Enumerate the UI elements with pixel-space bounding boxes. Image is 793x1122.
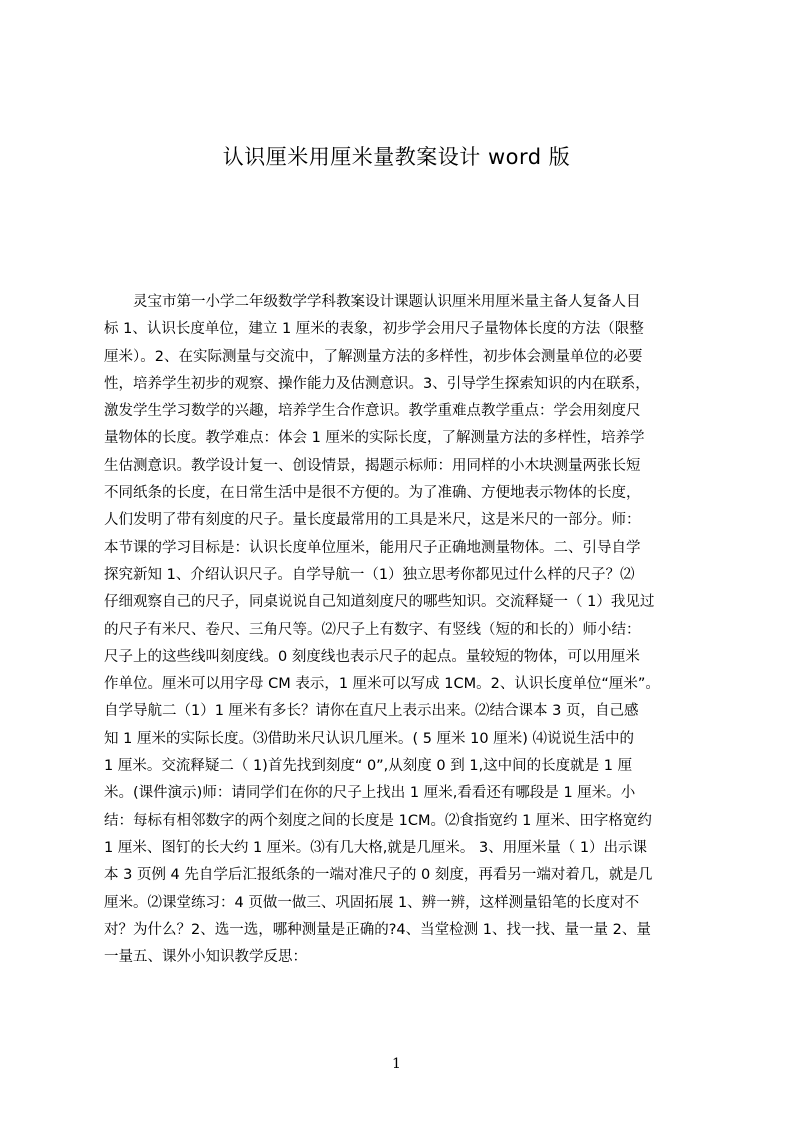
body-text-line: 作单位。厘米可以用字母 CM 表示，1 厘米可以写成 1CM。2、认识长度单位“厘米”。 <box>104 676 660 693</box>
body-text-line: 探究新知 1、介绍认识尺子。自学导航一（1）独立思考你都见过什么样的尺子？⑵ <box>104 566 635 583</box>
body-text-line: 不同纸条的长度，在日常生活中是很不方便的。为了准确、方便地表示物体的长度， <box>104 485 641 502</box>
body-text-line: 灵宝市第一小学二年级数学学科教案设计课题认识厘米用厘米量主备人复备人目 <box>104 294 641 310</box>
body-text-line: 仔细观察自己的尺子，同桌说说自己知道刻度尺的哪些知识。交流释疑一（ 1）我见过 <box>104 594 655 611</box>
body-text-line: 米。(课件演示)师：请同学们在你的尺子上找出 1 厘米,看看还有哪段是 1 厘米。小 <box>104 785 636 802</box>
body-text-line: 对？为什么？2、选一选，哪种测量是正确的?4、当堂检测 1、找一找、量一量 2、量 <box>104 921 651 938</box>
body-text-line: 一量五、课外小知识教学反思： <box>104 949 307 966</box>
document-body <box>104 289 698 971</box>
body-text-line: 本 3 页例 4 先自学后汇报纸条的一端对准尺子的 0 刻度，再看另一端对着几，就是几 <box>104 867 653 884</box>
body-text-line: 激发学生学习数学的兴趣，培养学生合作意识。教学重难点教学重点：学会用刻度尺 <box>104 403 641 420</box>
body-text-line: 结：每标有相邻数字的两个刻度之间的长度是 1CM。⑵食指宽约 1 厘米、田字格宽约 <box>104 812 652 829</box>
body-text-line: 性，培养学生初步的观察、操作能力及估测意识。3、引导学生探索知识的内在联系， <box>104 375 650 392</box>
body-text-line: 1 厘米、图钉的长大约 1 厘米。⑶有几大格,就是几厘米。 3、用厘米量（ 1）出示课 <box>104 839 648 856</box>
body-text-line: 本节课的学习目标是：认识长度单位厘米，能用尺子正确地测量物体。二、引导自学 <box>104 539 641 556</box>
body-text-line: 知 1 厘米的实际长度。⑶借助米尺认识几厘米。( 5 厘米 10 厘米) ⑷说说生活中的 <box>104 730 634 747</box>
body-text-line: 1 厘米。交流释疑二（ 1)首先找到刻度“ 0”,从刻度 0 到 1,这中间的长度就是 1 厘 <box>104 758 633 775</box>
body-text-line: 标 1、认识长度单位，建立 1 厘米的表象，初步学会用尺子量物体长度的方法（限整 <box>104 321 644 338</box>
body-text-line: 生估测意识。教学设计复一、创设情景，揭题示标师：用同样的小木块测量两张长短 <box>104 457 641 474</box>
document-title: 认识厘米用厘米量教案设计 word 版 <box>222 145 571 169</box>
body-text-line: 的尺子有米尺、卷尺、三角尺等。⑵尺子上有数字、有竖线（短的和长的）师小结： <box>104 621 641 638</box>
body-text-line: 量物体的长度。教学难点：体会 1 厘米的实际长度，了解测量方法的多样性，培养学 <box>104 430 645 447</box>
body-text-line: 尺子上的这些线叫刻度线。0 刻度线也表示尺子的起点。量较短的物体，可以用厘米 <box>104 648 640 665</box>
body-text-line: 厘米）。2、在实际测量与交流中，了解测量方法的多样性，初步体会测量单位的必要 <box>104 348 643 365</box>
body-text-line: 自学导航二（1）1 厘米有多长？请你在直尺上表示出来。⑵结合课本 3 页，自己感 <box>104 703 639 720</box>
page-number: 1 <box>392 1056 401 1072</box>
body-text-line: 厘米。⑵课堂练习：4 页做一做三、巩固拓展 1、辨一辨，这样测量铅笔的长度对不 <box>104 894 640 911</box>
body-text-line: 人们发明了带有刻度的尺子。量长度最常用的工具是米尺，这是米尺的一部分。师： <box>104 512 641 529</box>
